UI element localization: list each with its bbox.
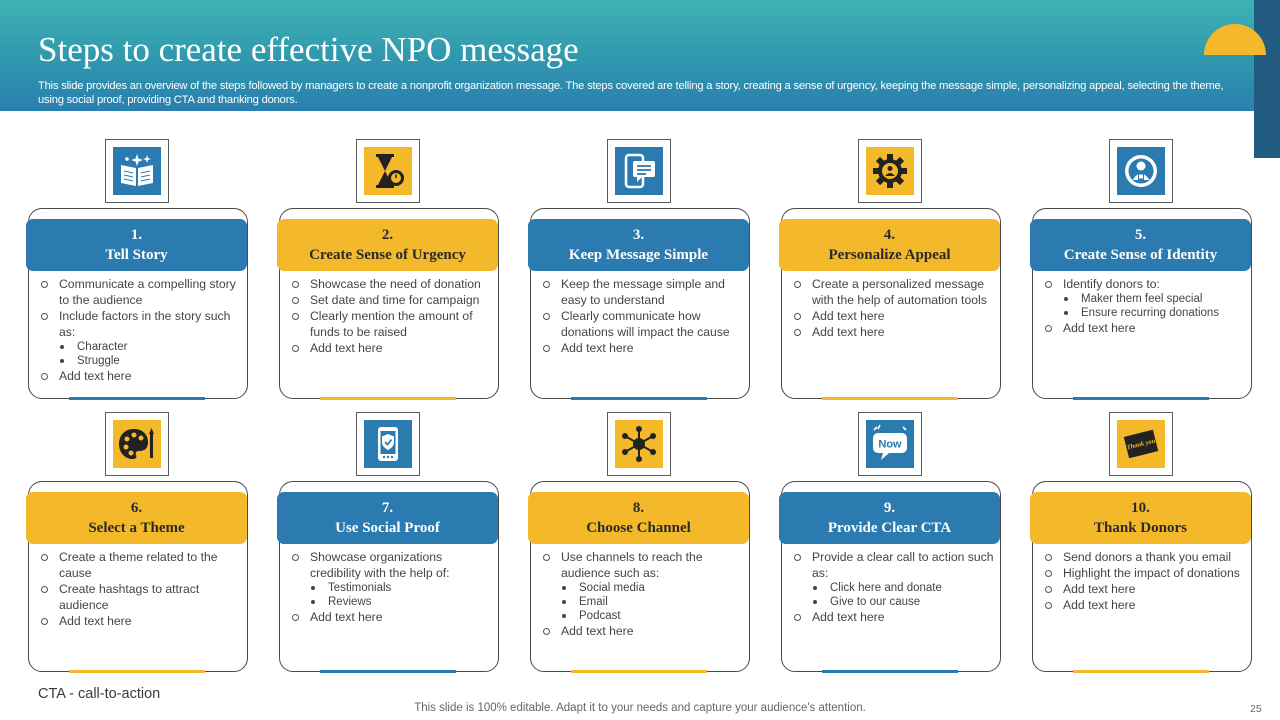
- bullet-item: Add text here: [289, 340, 493, 356]
- svg-text:Thank you: Thank you: [1126, 437, 1157, 452]
- step-icon-frame: [105, 139, 169, 203]
- step-icon-frame: [607, 412, 671, 476]
- step-title: Select a Theme: [88, 520, 185, 536]
- bullet-item: Include factors in the story such as:: [38, 308, 242, 340]
- sub-bullet-item: Ensure recurring donations: [1042, 306, 1246, 320]
- step-header: [779, 219, 1000, 271]
- step-bullet-list: [540, 276, 744, 356]
- step-icon-frame: [1109, 139, 1173, 203]
- step-accent-line: [822, 397, 958, 400]
- message-phone-icon: [615, 147, 663, 195]
- bullet-item: Add text here: [38, 368, 242, 384]
- step-bullet-list: [791, 276, 995, 340]
- step-accent-line: [571, 670, 707, 673]
- bullet-item: Keep the message simple and easy to understand: [540, 276, 744, 308]
- sub-bullet-item: Testimonials: [289, 581, 493, 595]
- bullet-item: Provide a clear call to action such as:: [791, 549, 995, 581]
- bullet-item: Clearly communicate how donations will impact the cause: [540, 308, 744, 340]
- step-icon-frame: [356, 412, 420, 476]
- sub-bullet-item: Character: [38, 340, 242, 354]
- gear-person-icon: [866, 147, 914, 195]
- step-number: 8.: [632, 500, 645, 516]
- step-title: Create Sense of Urgency: [309, 247, 466, 263]
- bullet-item: Add text here: [540, 623, 744, 639]
- hourglass-icon: [364, 147, 412, 195]
- step-header: [779, 492, 1000, 544]
- step-number: 5.: [1134, 227, 1147, 243]
- sub-bullet-item: Reviews: [289, 595, 493, 609]
- sub-bullet-item: Struggle: [38, 354, 242, 368]
- step-header: [528, 492, 749, 544]
- bullet-item: Add text here: [289, 609, 493, 625]
- decorative-side-bar: [1254, 0, 1280, 158]
- page-title: Steps to create effective NPO message: [38, 30, 579, 69]
- step-title: Thank Donors: [1094, 520, 1187, 536]
- bullet-item: Highlight the impact of donations: [1042, 565, 1246, 581]
- step-number: 2.: [381, 227, 394, 243]
- step-header: [528, 219, 749, 271]
- bullet-item: Set date and time for campaign: [289, 292, 493, 308]
- step-bullet-list: [289, 276, 493, 356]
- user-badge-icon: [1117, 147, 1165, 195]
- page-number: 25: [1250, 703, 1262, 715]
- bullet-item: Add text here: [1042, 320, 1246, 336]
- step-number: 1.: [130, 227, 143, 243]
- bullet-item: Send donors a thank you email: [1042, 549, 1246, 565]
- page-description: This slide provides an overview of the steps followed by managers to create a nonprofit organization message. The steps covered are telling a story, creating a sense of urgency, keeping the message simple, personalizing appeal, selecting the theme, using social proof, providing CTA and thanking donors.: [38, 80, 1224, 106]
- step-title: Keep Message Simple: [568, 247, 709, 263]
- sub-bullet-item: Social media: [540, 581, 744, 595]
- step-bullet-list: [38, 549, 242, 629]
- now-bubble-icon: [866, 420, 914, 468]
- step-icon-frame: [858, 139, 922, 203]
- bullet-item: Add text here: [791, 609, 995, 625]
- step-title: Tell Story: [105, 247, 168, 263]
- reading-book-icon: [113, 147, 161, 195]
- step-bullet-list: [289, 549, 493, 625]
- bullet-item: Add text here: [1042, 581, 1246, 597]
- step-accent-line: [571, 397, 707, 400]
- bullet-item: Add text here: [791, 308, 995, 324]
- bullet-item: Showcase the need of donation: [289, 276, 493, 292]
- step-accent-line: [1073, 670, 1209, 673]
- step-bullet-list: [1042, 276, 1246, 336]
- step-bullet-list: [540, 549, 744, 639]
- svg-text:Now: Now: [878, 438, 902, 451]
- step-accent-line: [320, 670, 456, 673]
- step-header: [1030, 492, 1251, 544]
- bullet-item: Clearly mention the amount of funds to be raised: [289, 308, 493, 340]
- step-title: Use Social Proof: [335, 520, 440, 536]
- bullet-item: Add text here: [1042, 597, 1246, 613]
- bullet-item: Create hashtags to attract audience: [38, 581, 242, 613]
- palette-icon: [113, 420, 161, 468]
- step-number: 3.: [632, 227, 645, 243]
- bullet-item: Add text here: [38, 613, 242, 629]
- step-accent-line: [1073, 397, 1209, 400]
- sub-bullet-item: Maker them feel special: [1042, 292, 1246, 306]
- step-header: [277, 219, 498, 271]
- step-header: [277, 492, 498, 544]
- step-title: Choose Channel: [586, 520, 691, 536]
- step-icon-frame: [105, 412, 169, 476]
- step-accent-line: [320, 397, 456, 400]
- header-banner: [0, 0, 1254, 111]
- step-icon-frame: [356, 139, 420, 203]
- step-icon-frame: [1109, 412, 1173, 476]
- step-header: [26, 219, 247, 271]
- bullet-item: Add text here: [540, 340, 744, 356]
- step-number: 6.: [130, 500, 143, 516]
- sub-bullet-item: Give to our cause: [791, 595, 995, 609]
- phone-shield-icon: [364, 420, 412, 468]
- step-title: Provide Clear CTA: [827, 520, 952, 536]
- bullet-item: Create a personalized message with the help of automation tools: [791, 276, 995, 308]
- footnote: CTA - call-to-action: [38, 686, 161, 702]
- sub-bullet-item: Podcast: [540, 609, 744, 623]
- step-accent-line: [822, 670, 958, 673]
- bullet-item: Identify donors to:: [1042, 276, 1246, 292]
- step-number: 7.: [381, 500, 394, 516]
- step-title: Personalize Appeal: [828, 247, 951, 263]
- bullet-item: Use channels to reach the audience such as:: [540, 549, 744, 581]
- step-bullet-list: [791, 549, 995, 625]
- step-header: [1030, 219, 1251, 271]
- step-title: Create Sense of Identity: [1063, 247, 1218, 263]
- bullet-item: Add text here: [791, 324, 995, 340]
- step-header: [26, 492, 247, 544]
- bullet-item: Showcase organizations credibility with the help of:: [289, 549, 493, 581]
- footer-text: This slide is 100% editable. Adapt it to your needs and capture your audience's attention.: [414, 702, 866, 714]
- step-accent-line: [69, 397, 205, 400]
- network-hub-icon: [615, 420, 663, 468]
- step-accent-line: [69, 670, 205, 673]
- thank-you-card-icon: [1117, 420, 1165, 468]
- step-icon-frame: [858, 412, 922, 476]
- step-number: 9.: [883, 500, 896, 516]
- step-bullet-list: [1042, 549, 1246, 613]
- sub-bullet-item: Click here and donate: [791, 581, 995, 595]
- step-icon-frame: [607, 139, 671, 203]
- bullet-item: Communicate a compelling story to the audience: [38, 276, 242, 308]
- bullet-item: Create a theme related to the cause: [38, 549, 242, 581]
- step-number: 4.: [883, 227, 896, 243]
- step-number: 10.: [1131, 500, 1150, 516]
- sub-bullet-item: Email: [540, 595, 744, 609]
- step-bullet-list: [38, 276, 242, 384]
